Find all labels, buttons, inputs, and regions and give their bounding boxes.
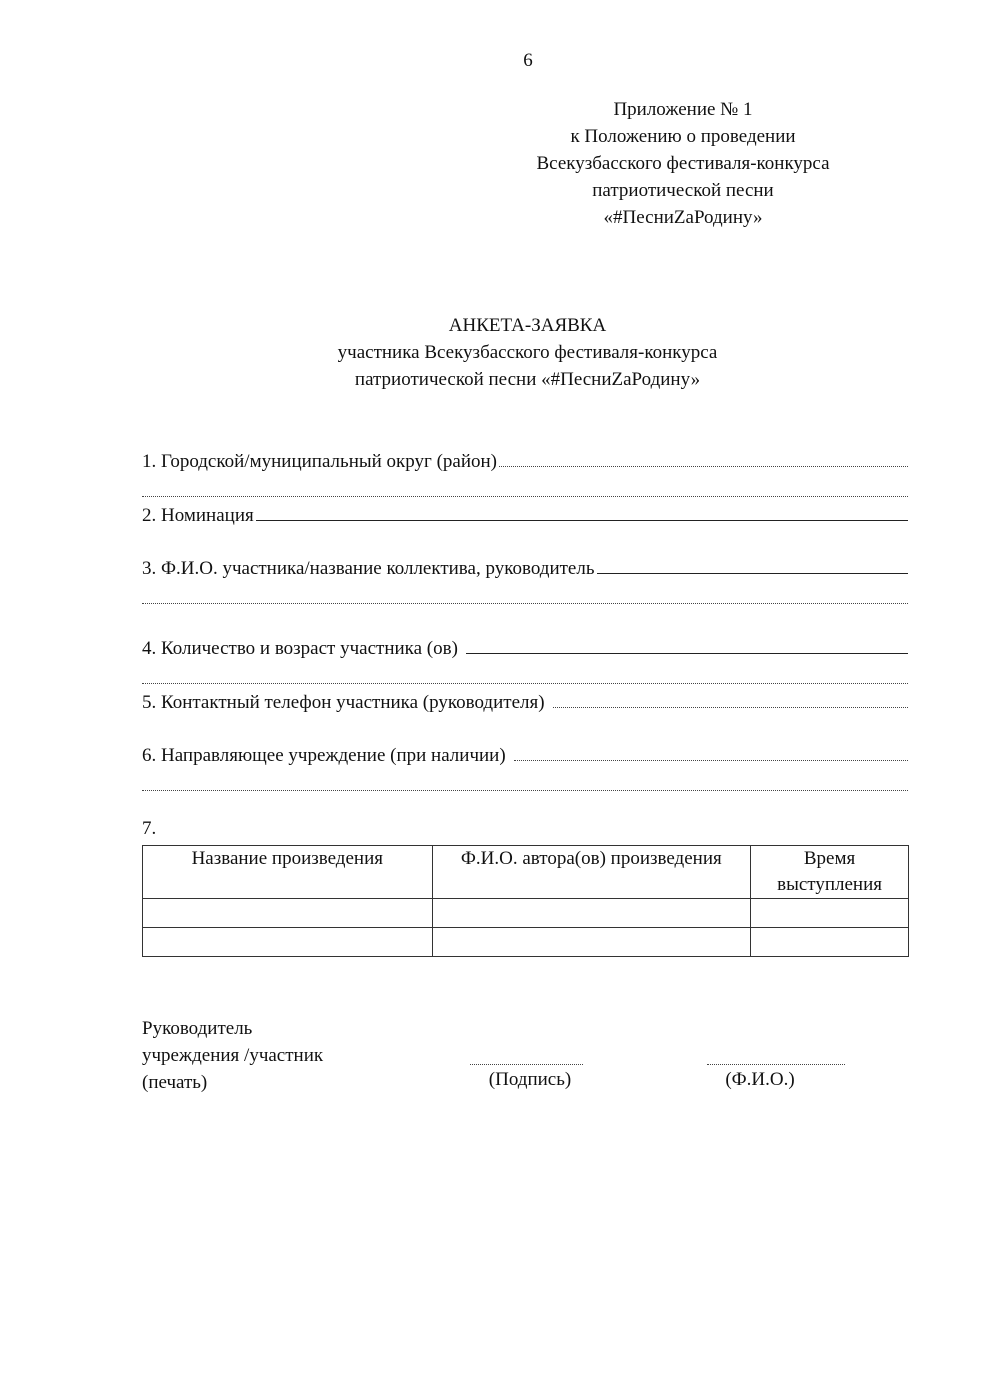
table-cell[interactable] xyxy=(143,899,433,928)
column-header-title: Название произведения xyxy=(143,846,433,899)
signature-label: (Подпись) xyxy=(488,1069,572,1090)
appendix-line: к Положению о проведении xyxy=(570,126,796,147)
field-participant-name xyxy=(142,555,908,580)
count-age-input-line[interactable] xyxy=(466,635,908,654)
works-table xyxy=(142,845,909,957)
name-line[interactable] xyxy=(707,1064,845,1065)
form-title xyxy=(140,312,915,393)
works-table-number: 7. xyxy=(142,818,157,839)
institution-input-line[interactable] xyxy=(514,742,908,761)
appendix-line: Приложение № 1 xyxy=(613,99,753,120)
signatory-line: учреждения /участник xyxy=(142,1045,324,1066)
appendix-line: Всекузбасского фестиваля-конкурса xyxy=(536,153,830,174)
field-phone xyxy=(142,689,908,714)
phone-input-line[interactable] xyxy=(553,689,908,708)
table-cell[interactable] xyxy=(143,928,433,957)
table-row xyxy=(143,928,909,957)
column-header-author: Ф.И.О. автора(ов) произведения xyxy=(432,846,751,899)
participant-name-input-line[interactable] xyxy=(597,555,909,574)
district-continuation-line[interactable] xyxy=(142,496,908,497)
appendix-header xyxy=(500,96,866,231)
institution-continuation-line[interactable] xyxy=(142,790,908,791)
field-label: 3. Ф.И.О. участника/название коллектива, руководитель xyxy=(142,558,595,579)
field-label: 1. Городской/муниципальный округ (район) xyxy=(142,451,497,472)
field-label: 4. Количество и возраст участника (ов) xyxy=(142,638,458,659)
appendix-line: патриотической песни xyxy=(592,180,774,201)
signatory-line: Руководитель xyxy=(142,1018,253,1039)
participant-name-continuation-line[interactable] xyxy=(142,603,908,604)
district-input-line[interactable] xyxy=(499,448,908,467)
field-nomination xyxy=(142,502,908,527)
form-subtitle: патриотической песни «#ПесниZaРодину» xyxy=(354,369,701,390)
field-label: 5. Контактный телефон участника (руководителя) xyxy=(142,692,545,713)
table-cell[interactable] xyxy=(432,899,751,928)
appendix-line: «#ПесниZaРодину» xyxy=(603,207,763,228)
signatory-line: (печать) xyxy=(142,1072,208,1093)
column-header-duration: Время выступления xyxy=(751,846,909,899)
count-age-continuation-line[interactable] xyxy=(142,683,908,684)
form-heading: АНКЕТА-ЗАЯВКА xyxy=(448,315,607,336)
field-count-age xyxy=(142,635,908,660)
page-number: 6 xyxy=(523,50,533,71)
table-cell[interactable] xyxy=(751,928,909,957)
table-cell[interactable] xyxy=(751,899,909,928)
field-district xyxy=(142,448,908,473)
name-label: (Ф.И.О.) xyxy=(725,1069,795,1090)
field-label: 6. Направляющее учреждение (при наличии) xyxy=(142,745,506,766)
nomination-input-line[interactable] xyxy=(256,502,908,521)
signatory-label xyxy=(142,1015,323,1096)
field-label: 2. Номинация xyxy=(142,505,254,526)
table-cell[interactable] xyxy=(432,928,751,957)
field-institution xyxy=(142,742,908,767)
signature-line[interactable] xyxy=(470,1064,583,1065)
form-subtitle: участника Всекузбасского фестиваля-конкурса xyxy=(337,342,718,363)
table-row xyxy=(143,899,909,928)
